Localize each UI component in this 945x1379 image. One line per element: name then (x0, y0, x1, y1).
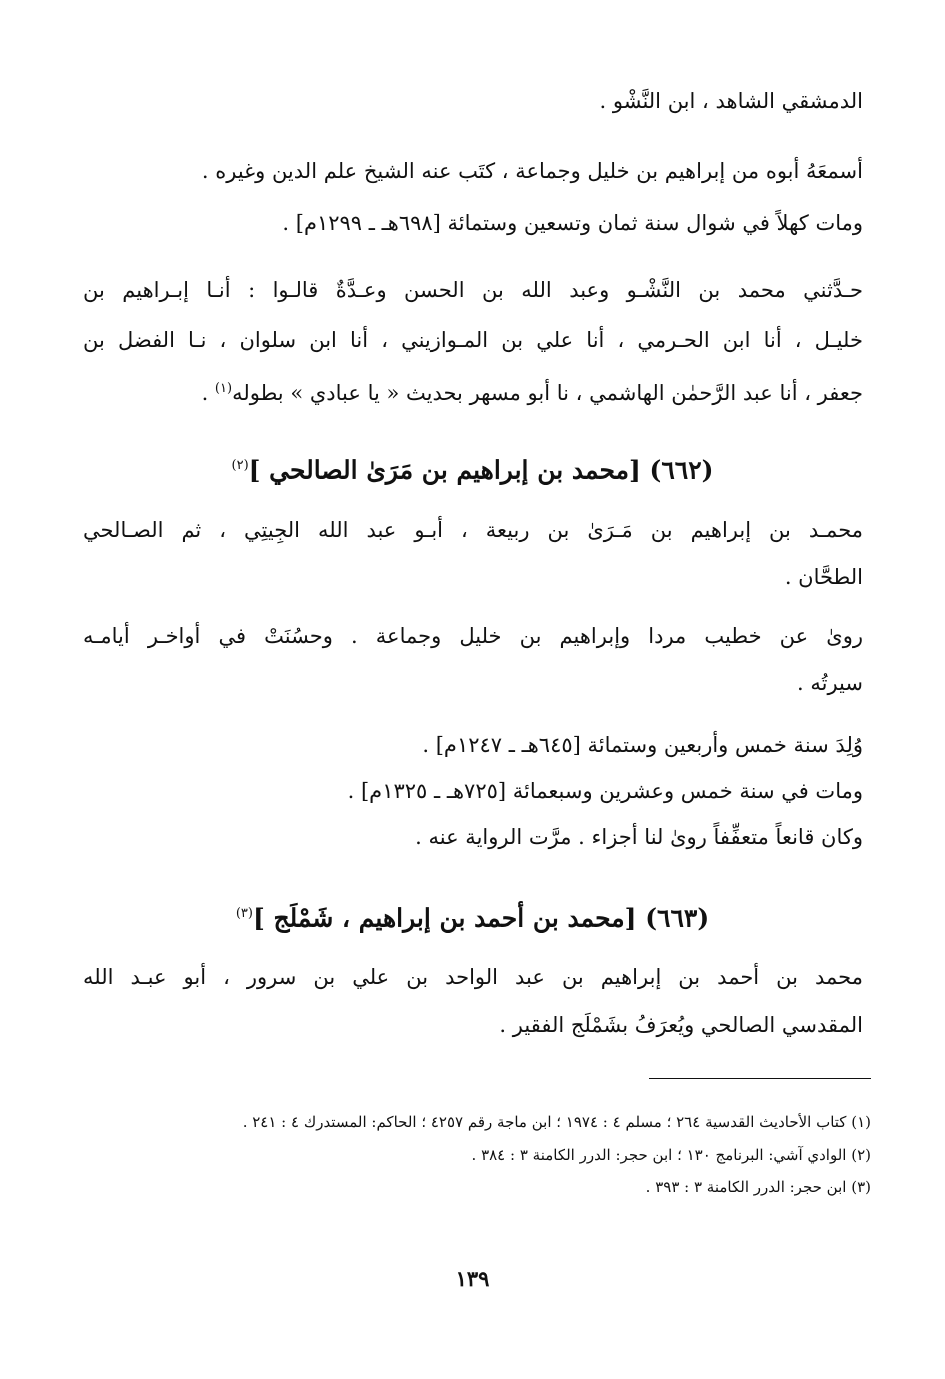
footnote: (٢) الوادي آشي: البرنامج ١٣٠ ؛ ابن حجر: الدرر الكامنة ٣ : ٣٨٤ . (471, 1146, 871, 1164)
page-number: ١٣٩ (455, 1266, 490, 1291)
footnote-divider (649, 1078, 871, 1079)
footnote: (١) كتاب الأحاديث القدسية ٢٦٤ ؛ مسلم ٤ : ١٩٧٤ ؛ ابن ماجة رقم ٤٢٥٧ ؛ الحاكم: المستدرك ٤ : ٢٤١ . (242, 1113, 871, 1131)
paragraph-line: الدمشقي الشاهد ، ابن النَّشْو . (599, 89, 863, 113)
paragraph-line: ومات في سنة خمس وعشرين وسبعمائة [٧٢٥هـ ـ ١٣٢٥م] . (347, 779, 863, 803)
paragraph-line: سيرتُه . (797, 671, 863, 695)
paragraph-line: حـدَّثني محمد بن النَّشْـو وعبد الله بن الحسن وعـدَّةٌ قالـوا : أنـا إبـراهيم بن (83, 278, 863, 302)
paragraph-line: روىٰ عن خطيب مردا وإبراهيم بن خليل وجماعة . وحسُنَتْ في أواخـر أيامـه (83, 624, 863, 648)
paragraph-text: جعفر ، أنا عبد الرَّحمٰن الهاشمي ، نا أبو مسهر بحديث « يا عبادي » بطوله (232, 381, 863, 405)
paragraph-line: وكان قانعاً متعفِّفاً روىٰ لنا أجزاء . مرَّت الرواية عنه . (415, 825, 863, 849)
paragraph-line: خليـل ، أنا ابن الحـرمي ، أنا علي بن المـوازيني ، أنا ابن سلوان ، نـا الفضل بن (83, 328, 863, 352)
paragraph-line: أسمعَهُ أبوه من إبراهيم بن خليل وجماعة ، كتَب عنه الشيخ علم الدين وغيره . (201, 159, 863, 183)
entry-heading (0, 448, 945, 488)
paragraph-text: . (201, 381, 215, 405)
heading-text: (٦٦٣) [محمد بن أحمد بن إبراهيم ، شَمْلَج ] (252, 903, 710, 933)
footnote-ref[interactable]: (٣) (235, 906, 253, 921)
footnote-ref[interactable]: (١) (214, 381, 233, 396)
paragraph-line: محمد بن أحمد بن إبراهيم بن عبد الواحد بن علي بن سرور ، أبو عبـد الله (83, 965, 863, 989)
entry-heading (0, 896, 945, 936)
heading-text: (٦٦٢) [محمد بن إبراهيم بن مَرَىٰ الصالحي ] (248, 455, 714, 485)
paragraph-line: ومات كهلاً في شوال سنة ثمان وتسعين وستمائة [٦٩٨هـ ـ ١٢٩٩م] . (282, 211, 863, 235)
footnote: (٣) ابن حجر: الدرر الكامنة ٣ : ٣٩٣ . (645, 1178, 871, 1196)
paragraph-line: المقدسي الصالحي ويُعرَفُ بشَمْلَج الفقير . (499, 1013, 863, 1037)
paragraph-line: وُلِدَ سنة خمس وأربعين وستمائة [٦٤٥هـ ـ ١٢٤٧م] . (422, 733, 863, 757)
paragraph-line: محمـد بن إبراهيم بن مَـرَىٰ بن ربيعة ، أبـو عبد الله الجِيتِي ، ثم الصـالحي (83, 518, 863, 542)
paragraph-line: الطحَّان . (784, 565, 863, 589)
footnote-ref[interactable]: (٢) (231, 458, 249, 473)
paragraph-line (83, 374, 863, 408)
